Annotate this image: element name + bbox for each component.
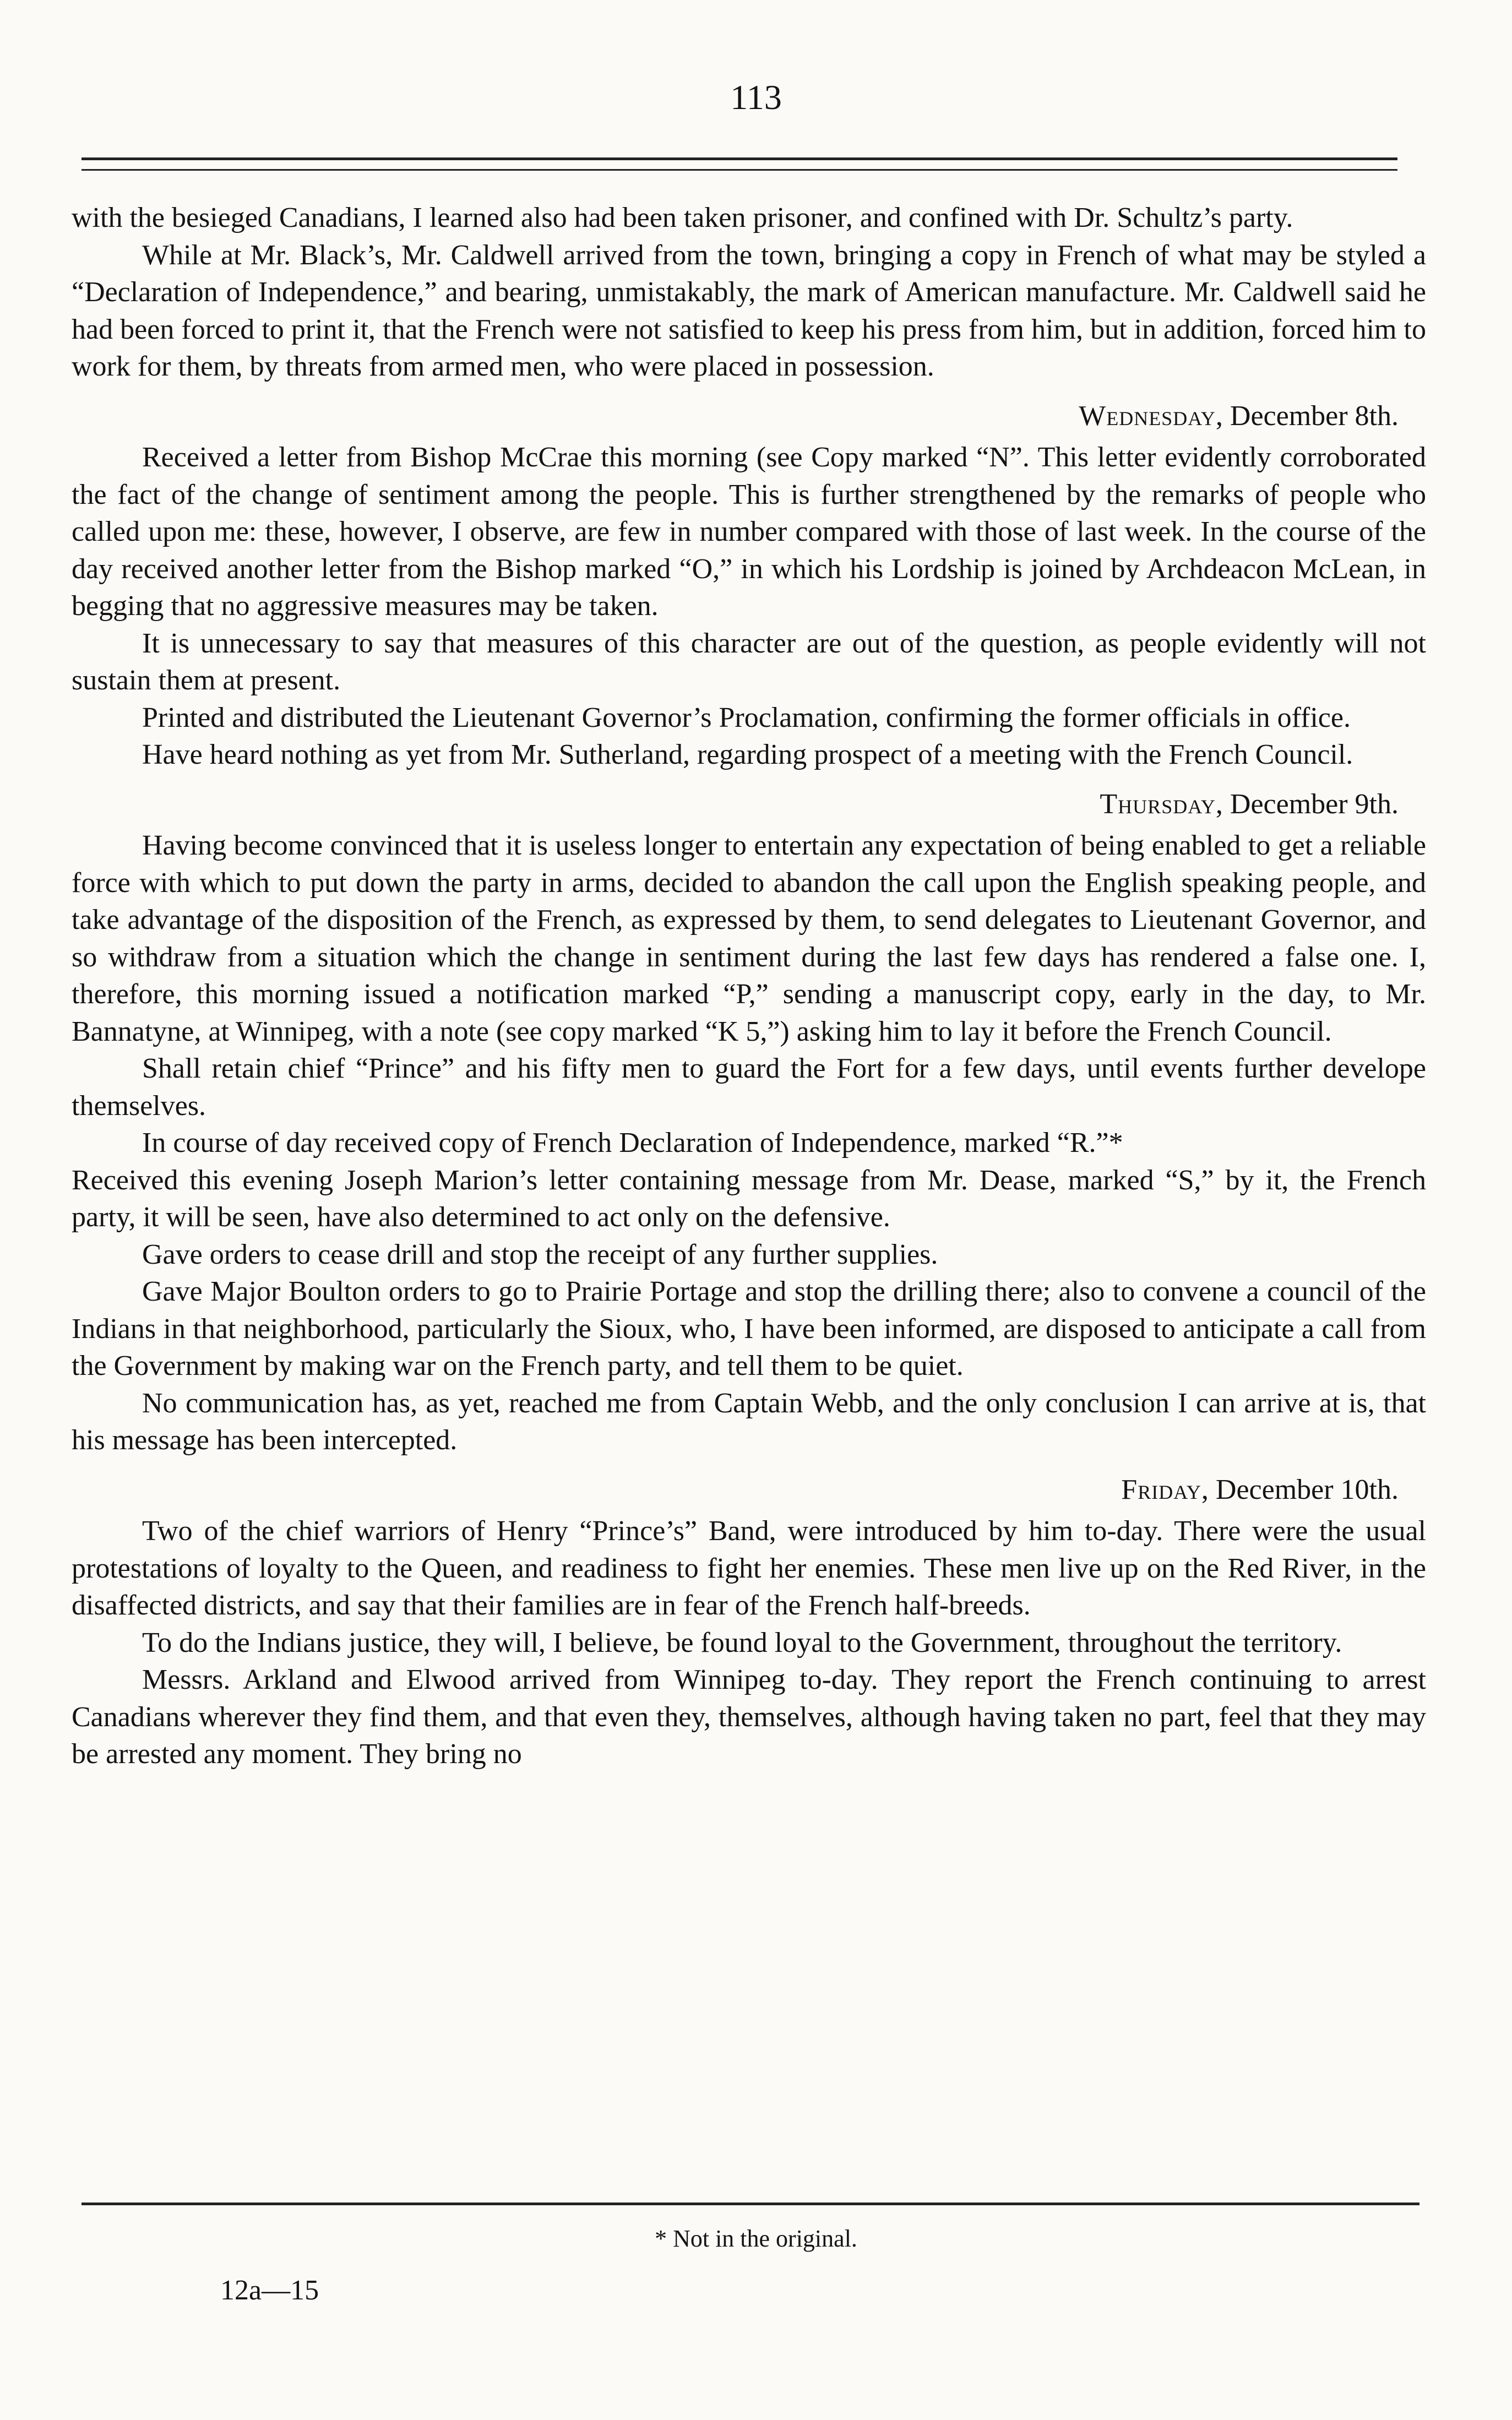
paragraph: No communication has, as yet, reached me from Captain Webb, and the only conclusion I can arrive at is, that his message has been intercepted. — [72, 1387, 1426, 1456]
paragraph: While at Mr. Black’s, Mr. Caldwell arrived from the town, bringing a copy in French of what may be styled a “Declaration of Independence,” and bearing, unmistakably, the mark of American manufacture. Mr. Caldwell said he had been forced to print it, that the French were not satisfied to keep his press from him, but in addition, forced him to work for them, by threats from armed men, who were placed in possession. — [72, 239, 1426, 382]
bottom-rule — [81, 2203, 1419, 2205]
page-number: 113 — [730, 78, 782, 117]
paragraph: Printed and distributed the Lieutenant Governor’s Proclamation, confirming the former officials in office. — [142, 701, 1351, 733]
paragraph: To do the Indians justice, they will, I believe, be found loyal to the Government, throughout the territory. — [142, 1627, 1342, 1658]
paragraph: Gave Major Boulton orders to go to Prairie Portage and stop the drilling there; also to convene a council of the Indians in that neighborhood, particularly the Sioux, who, I have been informed, are disposed to anticipate a call from the Government by making war on the French party, and tell them to be quiet. — [72, 1276, 1426, 1382]
paragraph: Have heard nothing as yet from Mr. Sutherland, regarding prospect of a meeting with the French Council. — [142, 739, 1353, 770]
weekday: Friday — [1121, 1473, 1201, 1505]
paragraph: Received this evening Joseph Marion’s letter containing message from Mr. Dease, marked “S,” by it, the French party, it will be seen, have also determined to act only on the defensive. — [72, 1164, 1426, 1233]
paragraph: Messrs. Arkland and Elwood arrived from Winnipeg to-day. They report the French continuing to arrest Canadians wherever they find them, and that even they, themselves, although having taken no part, feel that they may be arrested any moment. They bring no — [72, 1664, 1426, 1770]
date: , December 9th. — [1215, 788, 1399, 820]
paragraph: Gave orders to cease drill and stop the receipt of any further supplies. — [142, 1238, 938, 1270]
date: , December 8th. — [1215, 400, 1399, 432]
paragraph: Shall retain chief “Prince” and his fifty men to guard the Fort for a few days, until events further develope themselves. — [72, 1053, 1426, 1122]
body-text — [72, 199, 1426, 1773]
paragraph: Having become convinced that it is useless longer to entertain any expectation of being enabled to get a reliable force with which to put down the party in arms, decided to abandon the call upon the English speaking people, and take advantage of the disposition of the French, as expressed by them, to send delegates to Lieutenant Governor, and so withdraw from a situation which the change in sentiment during the last few days has rendered a false one. I, therefore, this morning issued a notification marked “P,” sending a manuscript copy, early in the day, to Mr. Bannatyne, at Winnipeg, with a note (see copy marked “K 5,”) asking him to lay it before the French Council. — [72, 830, 1426, 1047]
weekday: Wednesday — [1079, 400, 1216, 432]
paragraph: In course of day received copy of French Declaration of Independence, marked “R.”* — [142, 1127, 1123, 1159]
date-heading-friday — [72, 1471, 1399, 1509]
paragraph: with the besieged Canadians, I learned also had been taken prisoner, and confined with Dr. Schultz’s party. — [72, 202, 1293, 233]
date: , December 10th. — [1201, 1473, 1399, 1505]
footnote: * Not in the original. — [655, 2225, 857, 2252]
paragraph: Received a letter from Bishop McCrae this morning (see Copy marked “N”. This letter evidently corroborated the fact of the change of sentiment among the people. This is further strengthened by the remarks of people who called upon me: these, however, I observe, are few in number compared with those of last week. In the course of the day received another letter from the Bishop marked “O,” in which his Lordship is joined by Archdeacon McLean, in begging that no aggressive measures may be taken. — [72, 442, 1426, 622]
signature-mark: 12a—15 — [220, 2275, 319, 2306]
weekday: Thursday — [1100, 788, 1216, 820]
date-heading-wednesday — [72, 398, 1399, 435]
paragraph: It is unnecessary to say that measures of this character are out of the question, as people evidently will not sustain them at present. — [72, 627, 1426, 696]
date-heading-thursday — [72, 786, 1399, 823]
top-double-rule — [81, 157, 1397, 171]
paragraph: Two of the chief warriors of Henry “Prince’s” Band, were introduced by him to-day. There were the usual protestations of loyalty to the Queen, and readiness to fight her enemies. These men live up on the Red River, in the disaffected districts, and say that their families are in fear of the French half-breeds. — [72, 1515, 1426, 1621]
